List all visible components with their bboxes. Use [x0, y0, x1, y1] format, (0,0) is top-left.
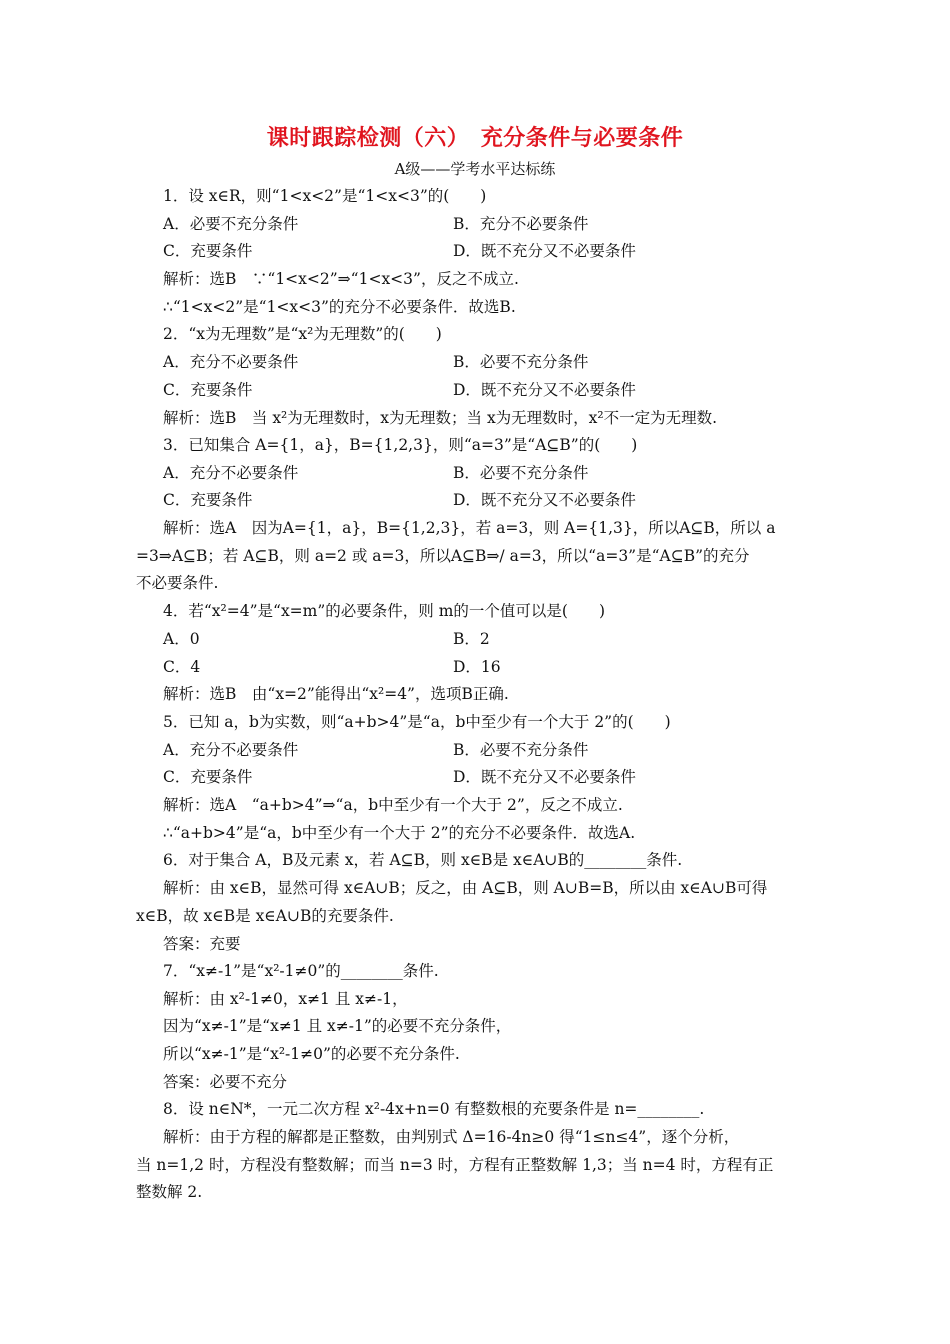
- option-a: A．必要不充分条件: [163, 215, 299, 233]
- question-6: 6．对于集合 A，B及元素 x，若 A⊆B，则 x∈B是 x∈A∪B的________条件.: [163, 851, 683, 869]
- option-d: D．既不充分又不必要条件: [453, 491, 636, 509]
- option-b: B．充分不必要条件: [453, 215, 589, 233]
- option-d: D．既不充分又不必要条件: [453, 768, 636, 786]
- solution-text: ∴“a+b>4”是“a，b中至少有一个大于 2”的充分不必要条件．故选A.: [163, 824, 636, 842]
- question-7: 7．“x≠-1”是“x²-1≠0”的________条件.: [163, 962, 439, 980]
- question-1: 1．设 x∈R，则“1<x<2”是“1<x<3”的( ): [163, 187, 487, 205]
- question-2: 2．“x为无理数”是“x²为无理数”的( ): [163, 325, 442, 343]
- option-c: C．充要条件: [163, 491, 253, 509]
- option-b: B．必要不充分条件: [453, 464, 589, 482]
- solution-text: 当 n=1,2 时，方程没有整数解；而当 n=3 时，方程有正整数解 1,3；当 n=4 时，方程有正: [136, 1156, 774, 1174]
- solution-text: 解析：由 x²-1≠0，x≠1 且 x≠-1，: [163, 990, 408, 1008]
- option-a: A．充分不必要条件: [163, 464, 299, 482]
- solution-text: =3⇒A⊆B；若 A⊆B，则 a=2 或 a=3，所以A⊆B⇒/ a=3，所以“a=3”是“A⊆B”的充分: [136, 547, 750, 565]
- solution-text: 解析：由 x∈B，显然可得 x∈A∪B；反之，由 A⊆B，则 A∪B=B，所以由 x∈A∪B可得: [163, 879, 768, 897]
- solution-text: 整数解 2.: [136, 1183, 203, 1201]
- section-heading: A级——学考水平达标练: [394, 160, 556, 178]
- option-c: C．充要条件: [163, 381, 253, 399]
- solution-text: 因为“x≠-1”是“x≠1 且 x≠-1”的必要不充分条件，: [163, 1017, 512, 1035]
- option-b: B．2: [453, 630, 490, 648]
- option-a: A．充分不必要条件: [163, 353, 299, 371]
- option-d: D．16: [453, 658, 501, 676]
- solution-text: 不必要条件.: [136, 574, 219, 592]
- solution-text: 解析：选A “a+b>4”⇒“a，b中至少有一个大于 2”，反之不成立.: [163, 796, 623, 814]
- page-title: 课时跟踪检测（六） 充分条件与必要条件: [266, 126, 684, 151]
- question-4: 4．若“x²=4”是“x=m”的必要条件，则 m的一个值可以是( ): [163, 602, 606, 620]
- solution-text: 解析：选A 因为A={1，a}，B={1,2,3}，若 a=3，则 A={1,3}，所以A⊆B，所以 a: [163, 519, 776, 537]
- answer-text: 答案：必要不充分: [163, 1073, 288, 1091]
- solution-text: 所以“x≠-1”是“x²-1≠0”的必要不充分条件.: [163, 1045, 460, 1063]
- option-b: B．必要不充分条件: [453, 741, 589, 759]
- option-b: B．必要不充分条件: [453, 353, 589, 371]
- option-a: A．0: [163, 630, 200, 648]
- solution-text: 解析：选B ∵“1<x<2”⇒“1<x<3”，反之不成立.: [163, 270, 519, 288]
- question-8: 8．设 n∈N*，一元二次方程 x²-4x+n=0 有整数根的充要条件是 n=________.: [163, 1100, 705, 1118]
- solution-text: x∈B，故 x∈B是 x∈A∪B的充要条件.: [136, 907, 394, 925]
- option-d: D．既不充分又不必要条件: [453, 242, 636, 260]
- option-a: A．充分不必要条件: [163, 741, 299, 759]
- option-c: C．4: [163, 658, 201, 676]
- question-3: 3．已知集合 A={1，a}，B={1,2,3}，则“a=3”是“A⊆B”的( ): [163, 436, 638, 454]
- solution-text: 解析：选B 当 x²为无理数时，x为无理数；当 x为无理数时，x²不一定为无理数.: [163, 409, 718, 427]
- solution-text: 解析：选B 由“x=2”能得出“x²=4”，选项B正确.: [163, 685, 509, 703]
- option-c: C．充要条件: [163, 242, 253, 260]
- question-5: 5．已知 a，b为实数，则“a+b>4”是“a，b中至少有一个大于 2”的( ): [163, 713, 671, 731]
- solution-text: ∴“1<x<2”是“1<x<3”的充分不必要条件．故选B.: [163, 298, 516, 316]
- option-c: C．充要条件: [163, 768, 253, 786]
- answer-text: 答案：充要: [163, 935, 241, 953]
- solution-text: 解析：由于方程的解都是正整数，由判别式 Δ=16-4n≥0 得“1≤n≤4”，逐个分析，: [163, 1128, 740, 1146]
- option-d: D．既不充分又不必要条件: [453, 381, 636, 399]
